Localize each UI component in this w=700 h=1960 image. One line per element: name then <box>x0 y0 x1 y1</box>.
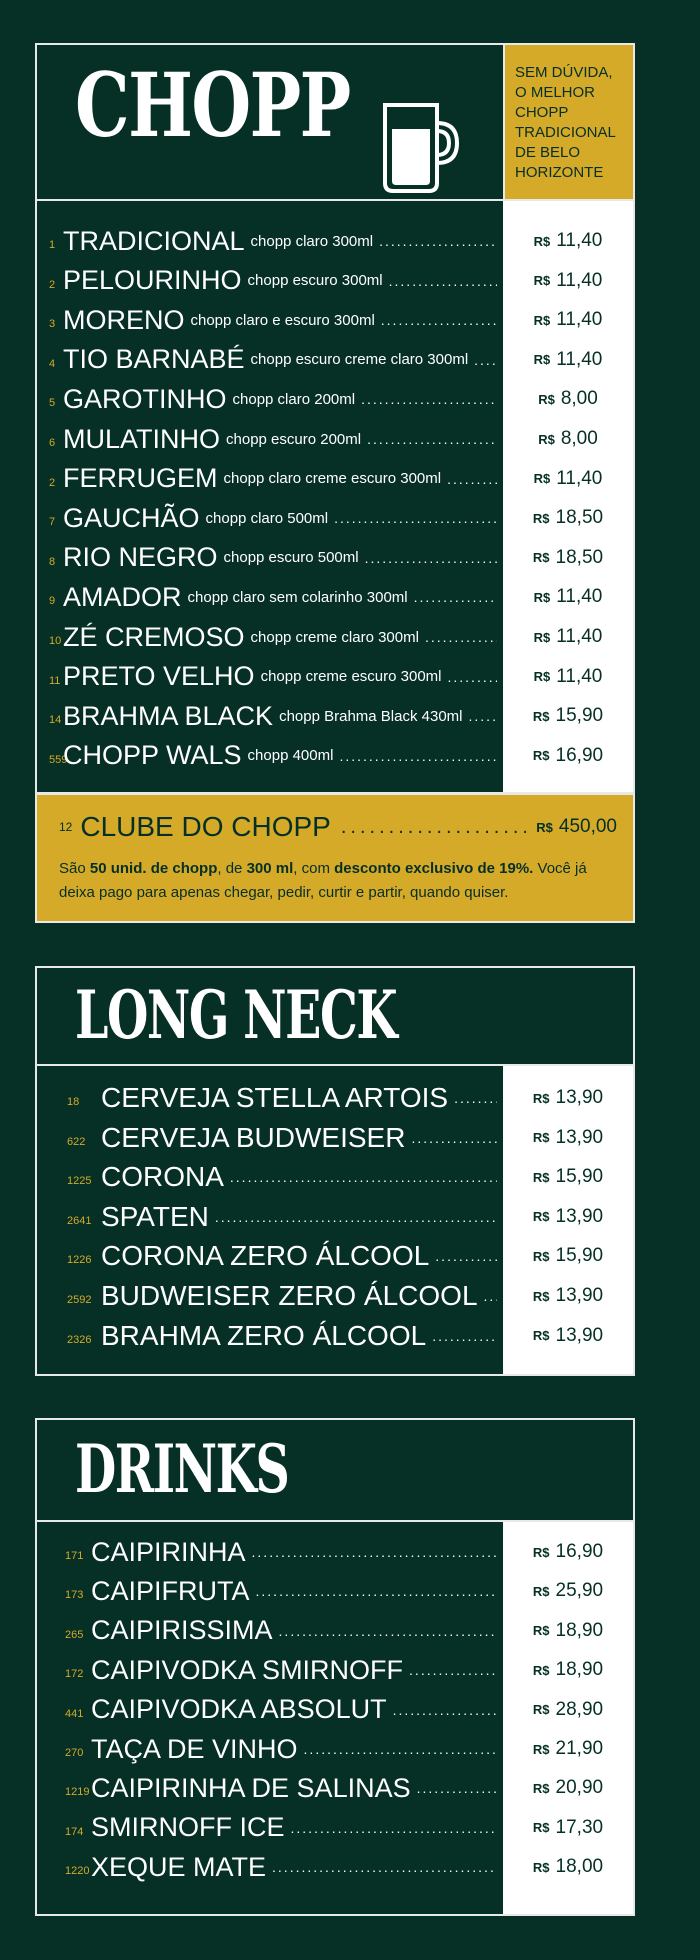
chopp-menu-item[interactable] <box>37 538 505 578</box>
item-price <box>503 1611 633 1651</box>
leader-dots <box>334 510 497 526</box>
leader-dots <box>414 589 497 605</box>
drinks-menu-item[interactable] <box>37 1650 505 1690</box>
item-price <box>503 1571 633 1611</box>
longneck-menu-item[interactable] <box>37 1197 505 1237</box>
chopp-title: CHOPP <box>75 53 350 157</box>
chopp-menu-item[interactable] <box>37 379 505 419</box>
price-value: 13,90 <box>555 1324 604 1346</box>
item-name: SPATEN <box>101 1200 209 1232</box>
clube-description <box>59 857 613 905</box>
leader-dots <box>279 1623 497 1639</box>
currency-label: R$ <box>532 1859 550 1875</box>
item-description: chopp claro sem colarinho 300ml <box>187 588 408 606</box>
item-name: SMIRNOFF ICE <box>91 1812 285 1843</box>
chopp-menu-item[interactable] <box>37 221 505 261</box>
item-name: PRETO VELHO <box>63 661 255 692</box>
price-value: 13,90 <box>555 1285 604 1306</box>
price-value: 18,90 <box>555 1659 604 1681</box>
currency-label: R$ <box>532 1288 550 1304</box>
leader-dots <box>272 1859 497 1875</box>
currency-label: R$ <box>532 1328 550 1344</box>
leader-dots <box>448 669 498 685</box>
clube-desc-discount: desconto exclusivo de 19%. <box>334 860 534 877</box>
item-code: 3 <box>49 318 56 331</box>
drinks-header <box>37 1420 633 1522</box>
item-price <box>503 1808 633 1848</box>
item-price <box>503 696 633 736</box>
leader-dots <box>230 1169 497 1185</box>
currency-label: R$ <box>533 352 551 368</box>
clube-desc-part: Você já deixa pago para apenas chegar, pedir, curtir e partir, quando quiser. <box>59 860 587 901</box>
chopp-menu-item[interactable] <box>37 617 505 657</box>
price-value: 18,50 <box>555 546 604 568</box>
item-code: 18 <box>67 1096 80 1108</box>
item-name: CAIPIRINHA <box>91 1536 246 1567</box>
leader-dots <box>447 471 497 487</box>
clube-line <box>59 809 617 845</box>
leader-dots <box>215 1209 497 1225</box>
item-description: chopp claro 300ml <box>250 232 374 250</box>
drinks-panel <box>35 1418 635 1916</box>
drinks-menu-item[interactable] <box>37 1729 505 1769</box>
item-code: 9 <box>49 595 56 608</box>
currency-label: R$ <box>532 550 550 566</box>
drinks-title: DRINKS <box>75 1430 289 1508</box>
item-price <box>503 577 633 617</box>
item-description: chopp escuro creme claro 300ml <box>250 351 469 369</box>
leader-dots <box>381 312 497 328</box>
leader-dots <box>474 352 497 368</box>
item-code: 2592 <box>67 1294 92 1306</box>
longneck-panel <box>35 966 635 1376</box>
item-code: 8 <box>49 555 56 568</box>
item-name: GAROTINHO <box>63 383 227 414</box>
item-code: 270 <box>65 1747 84 1759</box>
item-code: 173 <box>65 1589 84 1602</box>
leader-dots <box>389 273 497 289</box>
item-name: CHOPP WALS <box>63 740 242 771</box>
price-value: 18,50 <box>555 507 604 529</box>
currency-label: R$ <box>532 1623 550 1639</box>
leader-dots <box>435 1248 497 1264</box>
item-code: 622 <box>67 1135 86 1148</box>
item-price <box>503 1532 633 1572</box>
leader-dots <box>469 708 497 724</box>
item-code: 10 <box>49 635 62 647</box>
item-code: 174 <box>65 1825 84 1838</box>
currency-label: R$ <box>532 1820 550 1836</box>
currency-label: R$ <box>532 1780 550 1796</box>
currency-label: R$ <box>533 233 551 249</box>
item-description: chopp escuro 200ml <box>226 430 362 448</box>
clube-name: CLUBE DO CHOPP <box>80 811 331 842</box>
price-value: 20,90 <box>555 1777 604 1799</box>
leader-dots <box>339 748 497 764</box>
item-name: CERVEJA BUDWEISER <box>101 1121 406 1153</box>
item-name: CORONA ZERO ÁLCOOL <box>101 1240 430 1272</box>
price-value: 13,90 <box>555 1205 604 1227</box>
beer-mug-icon <box>379 99 461 195</box>
leader-dots <box>425 629 497 645</box>
clube-desc-part: São <box>59 860 90 877</box>
chopp-menu-item[interactable] <box>37 261 505 301</box>
price-value: 18,90 <box>555 1619 604 1641</box>
item-name: PELOURINHO <box>63 265 242 296</box>
item-name: CAIPIFRUTA <box>91 1575 250 1606</box>
item-price <box>503 538 633 578</box>
leader-dots <box>379 233 497 249</box>
price-value: 13,90 <box>555 1087 604 1108</box>
item-name: CERVEJA STELLA ARTOIS <box>101 1082 449 1113</box>
longneck-menu-item[interactable] <box>37 1078 505 1118</box>
currency-label: R$ <box>532 1248 550 1264</box>
chopp-menu-item[interactable] <box>37 657 505 697</box>
item-description: chopp claro 500ml <box>205 509 329 527</box>
leader-dots <box>409 1662 497 1678</box>
currency-label: R$ <box>532 1090 550 1106</box>
item-name: CAIPIRINHA DE SALINAS <box>91 1772 411 1803</box>
leader-dots <box>393 1702 497 1718</box>
item-name: CAIPIRISSIMA <box>91 1615 273 1646</box>
clube-leader-dots <box>341 816 526 839</box>
item-code: 7 <box>49 516 56 529</box>
item-price <box>503 1847 633 1887</box>
item-code: 1220 <box>65 1865 90 1878</box>
clube-do-chopp[interactable] <box>35 793 635 923</box>
currency-label: R$ <box>532 748 550 764</box>
currency-label: R$ <box>538 431 555 447</box>
item-price <box>503 657 633 697</box>
item-code: 559 <box>49 753 68 766</box>
item-code: 2641 <box>67 1214 92 1227</box>
price-value: 17,30 <box>555 1816 604 1838</box>
currency-label: R$ <box>532 1583 550 1599</box>
leader-dots <box>367 431 497 447</box>
chopp-header <box>37 45 633 201</box>
item-name: AMADOR <box>63 581 182 612</box>
currency-label: R$ <box>532 510 550 526</box>
item-price <box>503 419 633 459</box>
item-code: 1226 <box>67 1254 92 1267</box>
longneck-menu-item[interactable] <box>37 1316 505 1356</box>
item-description: chopp claro 200ml <box>232 390 356 408</box>
leader-dots <box>417 1780 497 1796</box>
clube-code: 12 <box>59 820 73 834</box>
item-name: CORONA <box>101 1161 224 1193</box>
item-code: 171 <box>65 1550 84 1562</box>
item-code: 11 <box>49 674 61 687</box>
item-price <box>503 221 633 261</box>
price-value: 25,90 <box>555 1580 604 1602</box>
chopp-menu-item[interactable] <box>37 498 505 538</box>
item-name: RIO NEGRO <box>63 542 218 573</box>
chopp-menu-item[interactable] <box>37 736 505 776</box>
item-price <box>503 261 633 301</box>
item-price <box>503 1276 633 1316</box>
item-name: MORENO <box>63 304 185 335</box>
item-price <box>503 1768 633 1808</box>
currency-label: R$ <box>532 1662 550 1678</box>
item-description: chopp claro creme escuro 300ml <box>223 470 442 488</box>
price-value: 11,40 <box>556 586 603 608</box>
item-code: 265 <box>65 1628 84 1641</box>
item-code: 6 <box>49 437 56 449</box>
drinks-menu-item[interactable] <box>37 1532 505 1572</box>
item-price <box>503 1118 633 1158</box>
clube-desc-units: 50 unid. de chopp <box>89 860 218 877</box>
chopp-menu-item[interactable] <box>37 459 505 499</box>
item-name: XEQUE MATE <box>91 1851 267 1882</box>
leader-dots <box>432 1328 497 1344</box>
chopp-menu-item[interactable] <box>37 419 505 459</box>
price-value: 11,40 <box>556 665 603 687</box>
item-name: BRAHMA BLACK <box>63 700 274 731</box>
item-code: 2326 <box>67 1333 92 1346</box>
item-price <box>503 459 633 499</box>
longneck-menu-item[interactable] <box>37 1276 505 1316</box>
item-price <box>503 1236 633 1276</box>
item-code: 2 <box>49 476 56 489</box>
price-value: 11,40 <box>556 309 603 331</box>
clube-currency: R$ <box>536 819 553 835</box>
longneck-menu-item[interactable] <box>37 1236 505 1276</box>
drinks-menu-item[interactable] <box>37 1611 505 1651</box>
drinks-menu-item[interactable] <box>37 1690 505 1730</box>
item-description: chopp Brahma Black 430ml <box>279 707 463 725</box>
price-value: 11,40 <box>556 467 603 489</box>
currency-label: R$ <box>532 1169 550 1185</box>
drinks-menu-item[interactable] <box>37 1847 505 1887</box>
price-value: 8,00 <box>560 428 598 449</box>
price-value: 15,90 <box>555 705 604 727</box>
currency-label: R$ <box>533 669 551 685</box>
item-name: ZÉ CREMOSO <box>63 621 245 652</box>
currency-label: R$ <box>532 1209 550 1225</box>
leader-dots <box>361 391 497 407</box>
drinks-menu-item[interactable] <box>37 1808 505 1848</box>
currency-label: R$ <box>532 1130 550 1146</box>
item-price <box>503 498 633 538</box>
clube-desc-volume: 300 ml <box>246 860 294 877</box>
item-description: chopp 400ml <box>247 747 334 765</box>
leader-dots <box>256 1583 497 1599</box>
chopp-menu-item[interactable] <box>37 300 505 340</box>
price-value: 11,40 <box>556 348 603 370</box>
currency-label: R$ <box>533 589 551 605</box>
longneck-title: LONG NECK <box>75 976 397 1054</box>
longneck-menu-item[interactable] <box>37 1118 505 1158</box>
currency-label: R$ <box>533 273 551 289</box>
item-price <box>503 1078 633 1118</box>
item-code: 5 <box>49 397 56 410</box>
price-value: 16,90 <box>555 1541 604 1562</box>
currency-label: R$ <box>533 629 551 645</box>
item-code: 441 <box>65 1707 84 1720</box>
item-price <box>503 300 633 340</box>
currency-label: R$ <box>533 312 551 328</box>
currency-label: R$ <box>532 1741 550 1757</box>
item-price <box>503 1197 633 1237</box>
leader-dots <box>365 550 497 566</box>
price-value: 11,40 <box>556 230 603 251</box>
item-name: TRADICIONAL <box>63 225 245 256</box>
item-price <box>503 736 633 776</box>
item-price <box>503 379 633 419</box>
item-price <box>503 340 633 380</box>
item-name: GAUCHÃO <box>63 502 200 533</box>
currency-label: R$ <box>532 1544 550 1560</box>
price-value: 15,90 <box>555 1245 604 1267</box>
item-name: FERRUGEM <box>63 463 218 494</box>
item-name: TAÇA DE VINHO <box>91 1733 298 1764</box>
price-value: 11,40 <box>556 269 603 291</box>
item-name: CAIPIVODKA SMIRNOFF <box>91 1654 404 1685</box>
price-value: 28,90 <box>555 1698 604 1720</box>
clube-desc-part: , de <box>217 860 247 877</box>
chopp-menu-item[interactable] <box>37 577 505 617</box>
longneck-header <box>37 968 633 1066</box>
price-value: 21,90 <box>555 1738 604 1759</box>
item-name: MULATINHO <box>63 423 221 454</box>
price-value: 15,90 <box>555 1166 604 1188</box>
leader-dots <box>484 1288 497 1304</box>
item-price <box>503 1729 633 1769</box>
clube-desc-part: , com <box>293 860 335 877</box>
leader-dots <box>411 1130 497 1146</box>
item-price <box>503 1690 633 1730</box>
currency-label: R$ <box>538 391 555 407</box>
item-code: 4 <box>49 357 56 370</box>
chopp-menu-item[interactable] <box>37 696 505 736</box>
price-value: 13,90 <box>555 1126 604 1148</box>
item-code: 14 <box>49 714 62 727</box>
price-value: 18,00 <box>555 1856 604 1878</box>
item-price <box>503 1316 633 1356</box>
item-name: BRAHMA ZERO ÁLCOOL <box>101 1319 427 1351</box>
clube-price: 450,00 <box>558 816 617 837</box>
leader-dots <box>252 1544 497 1560</box>
leader-dots <box>454 1090 497 1106</box>
chopp-menu-item[interactable] <box>37 340 505 380</box>
item-name: CAIPIVODKA ABSOLUT <box>91 1694 387 1725</box>
item-description: chopp creme claro 300ml <box>250 628 419 646</box>
item-code: 1219 <box>65 1786 90 1799</box>
item-code: 172 <box>65 1668 84 1681</box>
currency-label: R$ <box>532 708 550 724</box>
chopp-badge: SEM DÚVIDA, O MELHOR CHOPP TRADICIONAL DE BELO HORIZONTE <box>503 45 633 199</box>
item-name: TIO BARNABÉ <box>63 344 245 375</box>
item-description: chopp creme escuro 300ml <box>260 668 442 686</box>
currency-label: R$ <box>532 1702 550 1718</box>
currency-label: R$ <box>533 471 551 487</box>
item-code: 1 <box>49 239 56 251</box>
chopp-panel <box>35 43 635 794</box>
drinks-menu-item[interactable] <box>37 1768 505 1808</box>
item-price <box>503 1157 633 1197</box>
item-description: chopp escuro 500ml <box>223 549 359 567</box>
item-price <box>503 1650 633 1690</box>
price-value: 8,00 <box>560 388 598 410</box>
leader-dots <box>304 1741 497 1757</box>
drinks-menu-item[interactable] <box>37 1571 505 1611</box>
item-code: 1225 <box>67 1175 92 1188</box>
item-name: BUDWEISER ZERO ÁLCOOL <box>101 1280 478 1311</box>
item-description: chopp escuro 300ml <box>247 272 383 290</box>
item-code: 2 <box>49 278 56 291</box>
longneck-menu-item[interactable] <box>37 1157 505 1197</box>
item-description: chopp claro e escuro 300ml <box>190 311 375 329</box>
leader-dots <box>291 1820 498 1836</box>
item-price <box>503 617 633 657</box>
price-value: 16,90 <box>555 744 604 766</box>
price-value: 11,40 <box>556 626 603 647</box>
